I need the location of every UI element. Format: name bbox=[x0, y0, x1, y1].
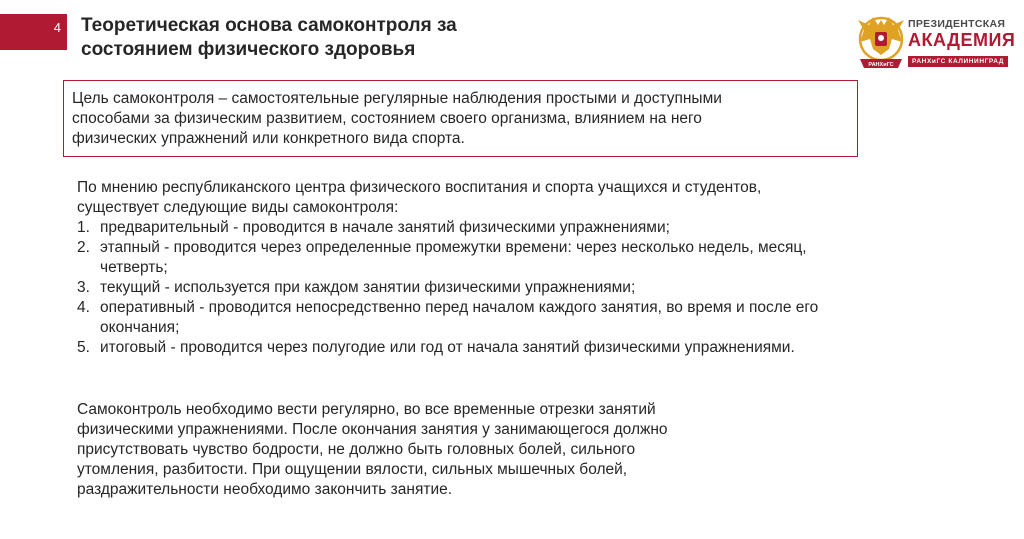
list-item bbox=[77, 278, 818, 298]
logo-text bbox=[908, 18, 1015, 68]
closing-line: присутствовать чувство бодрости, не должно быть головных болей, сильного bbox=[77, 441, 636, 458]
definition-box bbox=[63, 80, 858, 157]
list-item-text bbox=[100, 218, 670, 238]
eagle-emblem-icon bbox=[856, 12, 906, 74]
list-item-text bbox=[100, 278, 635, 298]
list-item-line: четверть; bbox=[100, 259, 168, 276]
list-item-number: 4. bbox=[77, 299, 90, 316]
types-intro bbox=[77, 178, 818, 218]
list-item-line: этапный - проводится через определенные промежутки времени: через несколько недель, месяц, bbox=[100, 239, 807, 256]
emblem-ribbon-text: РАНХиГС bbox=[868, 62, 894, 68]
definition-line: способами за физическим развитием, состоянием своего организма, влиянием на него bbox=[72, 110, 702, 127]
list-item-number: 3. bbox=[77, 279, 90, 296]
list-item-text bbox=[100, 338, 795, 358]
intro-line: По мнению республиканского центра физического воспитания и спорта учащихся и студентов, bbox=[77, 179, 762, 196]
closing-line: Самоконтроль необходимо вести регулярно, во все временные отрезки занятий bbox=[77, 401, 656, 418]
list-item bbox=[77, 218, 818, 238]
list-item bbox=[77, 338, 818, 358]
list-item-line: оперативный - проводится непосредственно перед началом каждого занятия, во время и после его bbox=[100, 299, 819, 316]
list-item-line: окончания; bbox=[100, 319, 180, 336]
slide-number-badge bbox=[0, 14, 67, 50]
title-line-1: Теоретическая основа самоконтроля за bbox=[81, 15, 457, 36]
list-item-number: 5. bbox=[77, 339, 90, 356]
list-item-line: предварительный - проводится в начале занятий физическими упражнениями; bbox=[100, 219, 670, 236]
definition-line: Цель самоконтроля – самостоятельные регулярные наблюдения простыми и доступными bbox=[72, 90, 722, 107]
slide-title bbox=[81, 14, 641, 62]
academy-logo bbox=[856, 12, 1016, 76]
intro-line: существует следующие виды самоконтроля: bbox=[77, 199, 399, 216]
logo-line-1: ПРЕЗИДЕНТСКАЯ bbox=[908, 18, 1006, 30]
list-item-number: 1. bbox=[77, 219, 90, 236]
title-line-2: состоянием физического здоровья bbox=[81, 39, 416, 60]
closing-line: физическими упражнениями. После окончания занятия у занимающегося должно bbox=[77, 421, 668, 438]
closing-line: раздражительности необходимо закончить занятие. bbox=[77, 481, 453, 498]
logo-line-2: АКАДЕМИЯ bbox=[908, 30, 1016, 50]
list-item-line: итоговый - проводится через полугодие или год от начала занятий физическими упражнениями. bbox=[100, 339, 795, 356]
slide-number: 4 bbox=[53, 20, 61, 35]
definition-line: физических упражнений или конкретного вида спорта. bbox=[72, 130, 465, 147]
closing-line: утомления, разбитости. При ощущении вялости, сильных мышечных болей, bbox=[77, 461, 628, 478]
list-item-line: текущий - используется при каждом занятии физическими упражнениями; bbox=[100, 279, 636, 296]
closing-paragraph bbox=[77, 400, 668, 500]
logo-line-3: РАНХиГС КАЛИНИНГРАД bbox=[908, 56, 1008, 67]
list-item bbox=[77, 298, 818, 338]
self-control-types bbox=[77, 178, 818, 358]
list-item-number: 2. bbox=[77, 239, 90, 256]
list-item-text bbox=[100, 238, 807, 278]
types-list bbox=[77, 218, 818, 358]
list-item-text bbox=[100, 298, 818, 338]
list-item bbox=[77, 238, 818, 278]
